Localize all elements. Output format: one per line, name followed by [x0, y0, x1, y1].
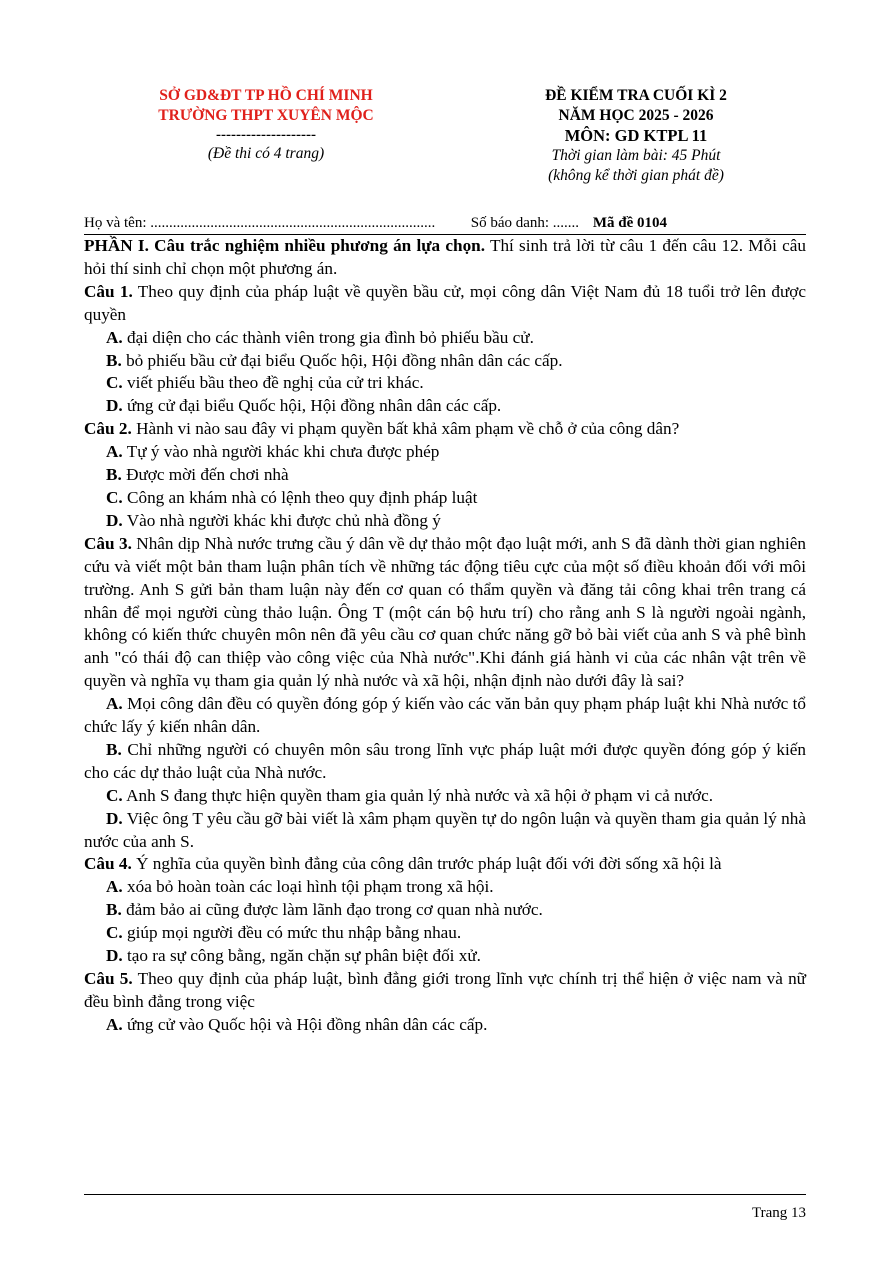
name-label: Họ và tên: ............................................................................ [84, 215, 436, 231]
option-a [84, 876, 806, 899]
question-label: Câu 5. [84, 969, 133, 988]
school-name: TRƯỜNG THPT XUYÊN MỘC [158, 107, 374, 124]
option-a [84, 327, 806, 350]
option-d [84, 808, 806, 854]
question-label: Câu 3. [84, 533, 132, 553]
school-year: NĂM HỌC 2025 - 2026 [558, 107, 714, 124]
question-1 [84, 281, 806, 327]
page-number: Trang 13 [751, 1205, 806, 1221]
option-text: Việc ông T yêu cầu gỡ bài viết là xâm phạm quyền tự do ngôn luận và quyền tham gia quản lý nhà nước của anh S. [84, 808, 806, 851]
question-text: Nhân dịp Nhà nước trưng cầu ý dân về dự thảo một đạo luật mới, anh S đã dành thời gian nghiên cứu và viết một bản tham luận phân tích về những tác động tiêu cực của một số điều khoản đối với môi trường. Anh S gửi bản tham luận này đến cơ quan có thẩm quyền và đăng tải công khai trên trang cá nhân để mọi người cùng thảo luận. Ông T (một cán bộ hưu trí) cho rằng anh S là người ngoài ngành, không có kiến thức chuyên môn nên đã yêu cầu cơ quan chức năng gỡ bỏ bài viết của anh S và phê bình anh "có thái độ can thiệp vào công việc của Nhà nước".Khi đánh giá hành vi của các nhân vật trên về quyền và nghĩa vụ tham gia quản lý nhà nước và xã hội, nhận định nào dưới đây là sai? [84, 533, 806, 691]
option-b [84, 899, 806, 922]
option-key: B. [106, 350, 122, 370]
option-text: Được mời đến chơi nhà [121, 465, 289, 485]
option-key: B. [106, 739, 122, 759]
option-key: C. [106, 373, 123, 393]
option-b [84, 739, 806, 785]
option-text: Mọi công dân đều có quyền đóng góp ý kiến vào các văn bản quy phạm pháp luật khi Nhà nước tổ chức lấy ý kiến nhân dân. [84, 694, 806, 737]
part-instruction: Thí sinh trả lời từ câu 1 đến câu 12. Mỗi câu hỏi thí sinh chỉ chọn một phương án. [84, 236, 806, 278]
exam-content [84, 235, 806, 1037]
option-d [84, 945, 806, 968]
option-key: A. [106, 442, 123, 462]
option-text: Anh S đang thực hiện quyền tham gia quản lý nhà nước và xã hội ở phạm vi cả nước. [122, 785, 714, 805]
id-label: Số báo danh: ....... [470, 215, 580, 231]
pages-note: (Đề thi có 4 trang) [207, 145, 325, 162]
option-text: giúp mọi người đều có mức thu nhập bằng nhau. [122, 923, 462, 943]
option-text: xóa bỏ hoàn toàn các loại hình tội phạm trong xã hội. [122, 877, 494, 897]
option-text: bỏ phiếu bầu cử đại biểu Quốc hội, Hội đồng nhân dân các cấp. [121, 350, 563, 370]
option-key: C. [106, 785, 123, 805]
department-name: SỞ GD&ĐT TP HỒ CHÍ MINH [159, 87, 373, 104]
option-a [84, 441, 806, 464]
option-b [84, 464, 806, 487]
option-a [84, 1014, 806, 1037]
option-key: C. [106, 923, 123, 943]
option-key: D. [106, 510, 123, 530]
part-title: PHẦN I. Câu trắc nghiệm nhiều phương án lựa chọn. [84, 236, 486, 255]
question-text: Hành vi nào sau đây vi phạm quyền bất khả xâm phạm về chỗ ở của công dân? [131, 419, 680, 439]
option-c [84, 487, 806, 510]
question-label: Câu 2. [84, 419, 132, 439]
option-a [84, 693, 806, 739]
option-text: ứng cử đại biểu Quốc hội, Hội đồng nhân dân các cấp. [122, 396, 502, 416]
option-b [84, 350, 806, 373]
option-c [84, 922, 806, 945]
exam-title: ĐỀ KIỂM TRA CUỐI KÌ 2 [545, 87, 727, 104]
option-c [84, 372, 806, 395]
exam-code: Mã đề 0104 [592, 215, 667, 231]
option-key: A. [106, 694, 123, 714]
option-d [84, 395, 806, 418]
option-text: ứng cử vào Quốc hội và Hội đồng nhân dân các cấp. [122, 1014, 488, 1034]
option-key: D. [106, 808, 123, 828]
footer-rule [84, 1194, 806, 1195]
question-label: Câu 4. [84, 854, 132, 874]
option-text: Chỉ những người có chuyên môn sâu trong lĩnh vực pháp luật mới được quyền đóng góp ý kiến cho các dự thảo luật của Nhà nước. [84, 739, 806, 782]
option-text: đảm bảo ai cũng được làm lãnh đạo trong cơ quan nhà nước. [121, 900, 543, 920]
exam-time: Thời gian làm bài: 45 Phút [551, 147, 721, 164]
option-key: A. [106, 327, 123, 347]
option-c [84, 785, 806, 808]
question-text: Theo quy định của pháp luật, bình đẳng giới trong lĩnh vực chính trị thể hiện ở việc nam và nữ đều bình đẳng trong việc [84, 969, 806, 1011]
option-key: D. [106, 396, 123, 416]
question-3 [84, 533, 806, 693]
question-text: Ý nghĩa của quyền bình đẳng của công dân trước pháp luật đối với đời sống xã hội là [131, 854, 722, 874]
question-text: Theo quy định của pháp luật về quyền bầu cử, mọi công dân Việt Nam đủ 18 tuổi trở lên được quyền [84, 281, 806, 324]
question-2 [84, 418, 806, 441]
question-label: Câu 1. [84, 281, 133, 301]
part-heading [84, 235, 806, 281]
option-text: viết phiếu bầu theo đề nghị của cử tri khác. [122, 373, 424, 393]
header-divider: -------------------- [216, 127, 316, 143]
option-text: tạo ra sự công bằng, ngăn chặn sự phân biệt đối xử. [122, 946, 481, 966]
option-key: A. [106, 1014, 123, 1034]
student-info-line [84, 213, 806, 235]
question-5 [84, 968, 806, 1014]
option-text: Công an khám nhà có lệnh theo quy định pháp luật [122, 487, 478, 507]
option-key: B. [106, 900, 122, 920]
header-left [96, 86, 436, 164]
option-key: A. [106, 877, 123, 897]
option-key: D. [106, 946, 123, 966]
option-d [84, 510, 806, 533]
option-text: đại diện cho các thành viên trong gia đình bỏ phiếu bầu cử. [122, 327, 534, 347]
option-text: Vào nhà người khác khi được chủ nhà đồng ý [122, 510, 441, 530]
header-right [456, 86, 816, 186]
option-key: B. [106, 465, 122, 485]
option-text: Tự ý vào nhà người khác khi chưa được phép [122, 442, 440, 462]
subject: MÔN: GD KTPL 11 [564, 126, 708, 145]
exam-time-note: (không kể thời gian phát đề) [548, 167, 724, 184]
question-4 [84, 853, 806, 876]
option-key: C. [106, 487, 123, 507]
